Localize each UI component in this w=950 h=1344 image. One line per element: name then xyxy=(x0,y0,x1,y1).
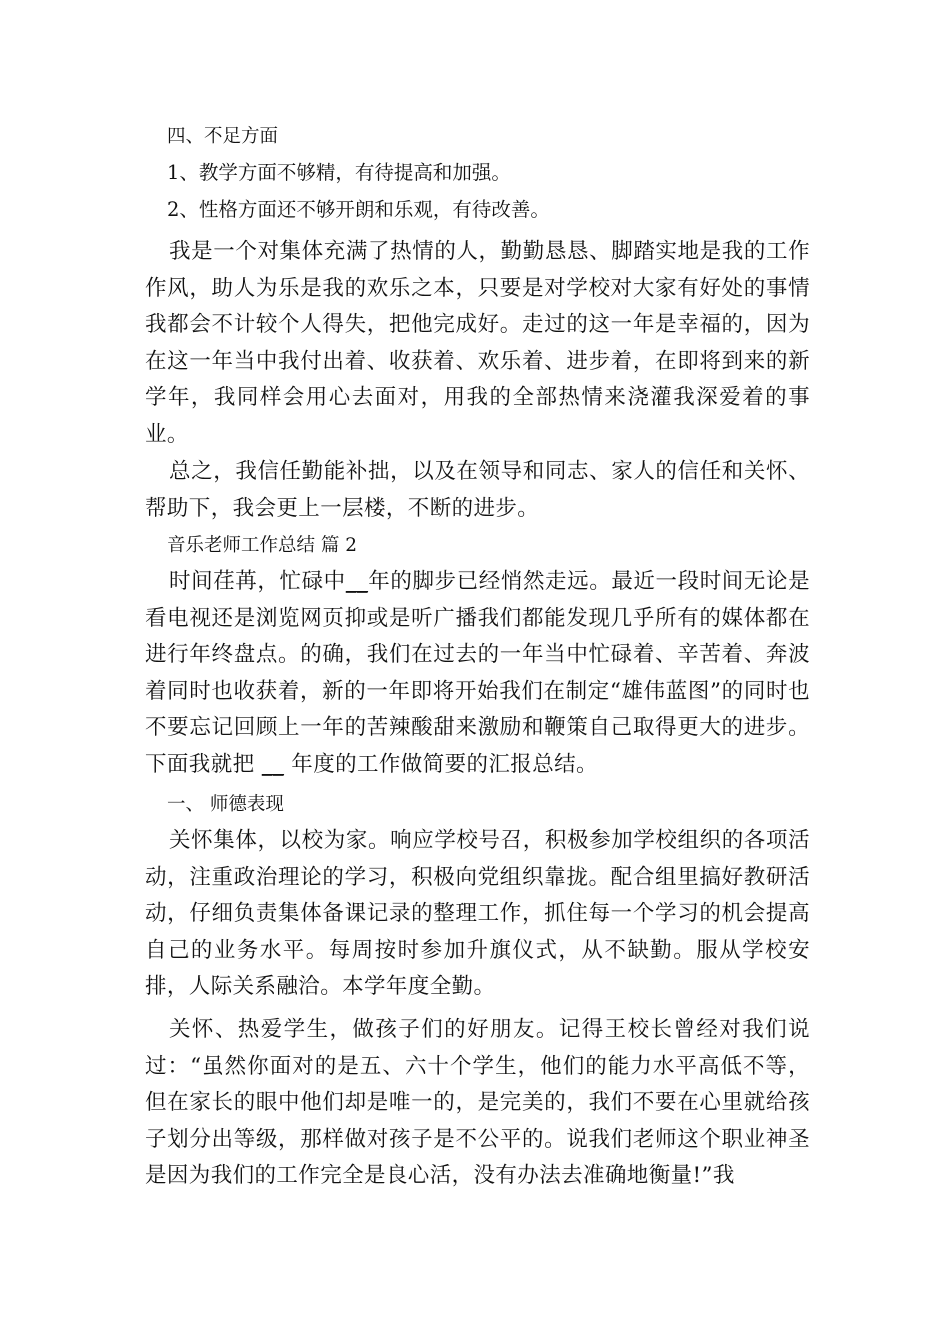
year-blank-1: __ xyxy=(345,569,369,594)
section-heading-shortcomings: 四、不足方面 xyxy=(167,126,279,147)
paragraph-intro xyxy=(145,564,810,784)
intro-text-3: 年度的工作做简要的汇报总结。 xyxy=(291,751,598,777)
section-title: 音乐老师工作总结 篇 2 xyxy=(167,535,358,556)
paragraph-dedication: 我是一个对集体充满了热情的人，勤勤恳恳、脚踏实地是我的工作作风，助人为乐是我的欢乐之本，只要是对学校对大家有好处的事情我都会不计较个人得失，把他完成好。走过的这一年是幸福的，因为在这一年当中我付出着、收获着、欢乐着、进步着，在即将到来的新学年，我同样会用心去面对，用我的全部热情来浇灌我深爱着的事业。 xyxy=(145,239,810,447)
year-blank-2: __ xyxy=(261,751,285,777)
paragraph-students: 关怀、热爱学生，做孩子们的好朋友。记得王校长曾经对我们说过：“虽然你面对的是五、六十个学生，他们的能力水平高低不等，但在家长的眼中他们却是唯一的，是完美的，我们不要在心里就给孩子划分出等级，那样做对孩子是不公平的。说我们老师这个职业神圣是因为我们的工作完全是良心活，没有办法去准确地衡量!”我 xyxy=(145,1017,810,1189)
paragraph-collective: 关怀集体，以校为家。响应学校号召，积极参加学校组织的各项活动，注重政治理论的学习，积极向党组织靠拢。配合组里搞好教研活动，仔细负责集体备课记录的整理工作，抓住每一个学习的机会提高自己的业务水平。每周按时参加升旗仪式，从不缺勤。服从学校安排，人际关系融洽。本学年度全勤。 xyxy=(145,828,810,1000)
paragraph-conclusion: 总之，我信任勤能补拙，以及在领导和同志、家人的信任和关怀、帮助下，我会更上一层楼，不断的进步。 xyxy=(145,459,810,521)
intro-text-2: 年的脚步已经悄然走远。最近一段时间无论是看电视还是浏览网页抑或是听广播我们都能发现几乎所有的媒体都在进行年终盘点。的确，我们在过去的一年当中忙碌着、辛苦着、奔波着同时也收获着，新的一年即将开始我们在制定“雄伟蓝图”的同时也不要忘记回顾上一年的苦辣酸甜来激励和鞭策自己取得更大的进步。下面我就把 xyxy=(145,569,810,777)
section-heading-ethics: 一、 师德表现 xyxy=(167,794,284,815)
shortcoming-item-2: 2、性格方面还不够开朗和乐观，有待改善。 xyxy=(167,198,550,221)
intro-text-1: 时间荏苒，忙碌中 xyxy=(169,569,346,594)
shortcoming-item-1: 1、教学方面不够精，有待提高和加强。 xyxy=(167,161,511,184)
